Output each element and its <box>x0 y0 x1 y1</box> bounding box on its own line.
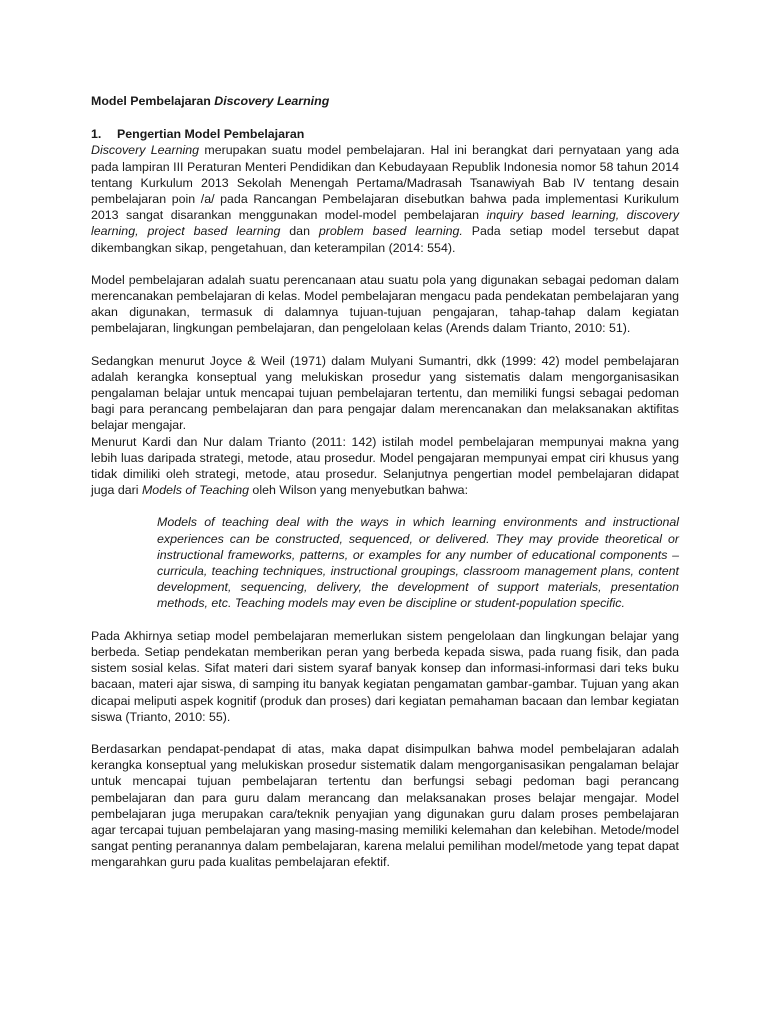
title-plain: Model Pembelajaran <box>91 94 215 108</box>
p1-text-c: Pada setiap model tersebut dapat dikembangkan sikap, pengetahuan, dan keterampilan (2014: 554). <box>91 224 679 255</box>
paragraph-6: Berdasarkan pendapat-pendapat di atas, maka dapat disimpulkan bahwa model pembelajaran adalah kerangka konseptual yang melukiskan prosedur sistematik dalam mengorganisasikan pengalaman belajar untuk mencapai tujuan pembelajaran tertentu dan berfungsi sebagi pedoman bagi perancang pembelajaran dan para guru dalam merancang dan melaksanakan proses belajar mengajar. Model pembelajaran juga merupakan cara/teknik penyajian yang digunakan guru dalam proses pembelajaran agar tercapai tujuan pembelajaran yang masing-masing memiliki kelemahan dan kelebihan. Metode/model sangat penting peranannya dalam pembelajaran, karena melalui pemilihan model/metode yang tepat dapat mengarahkan guru pada kualitas pembelajaran efektif. <box>91 741 679 870</box>
p4-text-a: Menurut Kardi dan Nur dalam Trianto (2011: 142) istilah model pembelajaran mempunyai makna yang lebih luas daripada strategi, metode, atau prosedur. Model pengajaran mempunyai empat ciri khusus yang tidak dimiliki oleh strategi, metode, atau prosedur. Selanjutnya pengertian model pembelajaran didapat juga dari <box>91 434 679 498</box>
p1-term: Discovery Learning <box>91 143 199 158</box>
block-quote: Models of teaching deal with the ways in which learning environments and instructional experiences can be constructed, sequenced, or delivered. They may provide theoretical or instructional frameworks, patterns, or examples for any number of educational components – curricula, teaching techniques, instructional groupings, classroom management plans, content development, sequencing, delivery, the development of support materials, presentation methods, etc. Teaching models may even be discipline or student-population specific. <box>157 515 679 611</box>
paragraph-1 <box>91 142 679 255</box>
section-title: Pengertian Model Pembelajaran <box>117 127 305 142</box>
title-italic: Discovery Learning <box>214 94 330 108</box>
paragraph-2: Model pembelajaran adalah suatu perencanaan atau suatu pola yang digunakan sebagai pedoman dalam merencanakan pembelajaran di kelas. Model pembelajaran mengacu pada pendekatan pembelajaran yang akan digunakan, termasuk di dalamnya tujuan-tujuan pengajaran, tahap-tahap dalam kegiatan pembelajaran, lingkungan pembelajaran, dan pengelolaan kelas (Arends dalam Trianto, 2010: 51). <box>91 272 679 336</box>
paragraph-3: Sedangkan menurut Joyce & Weil (1971) dalam Mulyani Sumantri, dkk (1999: 42) model pembelajaran adalah kerangka konseptual yang melukiskan prosedur yang sistematis dalam mengorganisasikan pengalaman belajar untuk mencapai tujuan pembelajaran tertentu, dan memiliki fungsi sebagai pedoman bagi para perancang pembelajaran dan para pengajar dalam merencanakan dan melaksanakan aktifitas belajar mengajar. <box>91 353 679 433</box>
p4-book-title: Models of Teaching <box>141 483 249 498</box>
document-title <box>91 93 679 109</box>
paragraph-4 <box>91 434 679 499</box>
p1-model-pbl: problem based learning. <box>318 224 463 239</box>
p4-text-b: oleh Wilson yang menyebutkan bahwa: <box>248 483 469 498</box>
paragraph-5: Pada Akhirnya setiap model pembelajaran memerlukan sistem pengelolaan dan lingkungan belajar yang berbeda. Setiap pendekatan memberikan peran yang berbeda kepada siswa, pada ruang fisik, dan pada sistem sosial kelas. Sifat materi dari sistem syaraf banyak konsep dan informasi-informasi dari teks buku bacaan, materi ajar siswa, di samping itu banyak kegiatan pengamatan gambar-gambar. Tujuan yang akan dicapai meliputi aspek kognitif (produk dan proses) dari kegiatan pemahaman bacaan dan lembar kegiatan siswa (Trianto, 2010: 55). <box>91 628 679 724</box>
document-page <box>91 93 679 871</box>
p1-models-list: inquiry based learning, discovery learning, project based learning <box>91 208 680 239</box>
p1-text-b: dan <box>280 224 319 239</box>
section-number: 1. <box>91 127 102 142</box>
section-heading <box>91 126 679 142</box>
p1-text-a: merupakan suatu model pembelajaran. Hal ini berangkat dari pernyataan yang ada pada lampiran III Peraturan Menteri Pendidikan dan Kebudayaan Republik Indonesia nomor 58 tahun 2014 tentang Kurkulum 2013 Sekolah Menengah Pertama/Madrasah Tsanawiyah Bab IV tentang desain pembelajaran poin /a/ pada Rancangan Pembelajaran disebutkan bahwa pada implementasi Kurikulum 2013 sangat disarankan menggunakan model-model pembelajaran <box>91 143 679 223</box>
